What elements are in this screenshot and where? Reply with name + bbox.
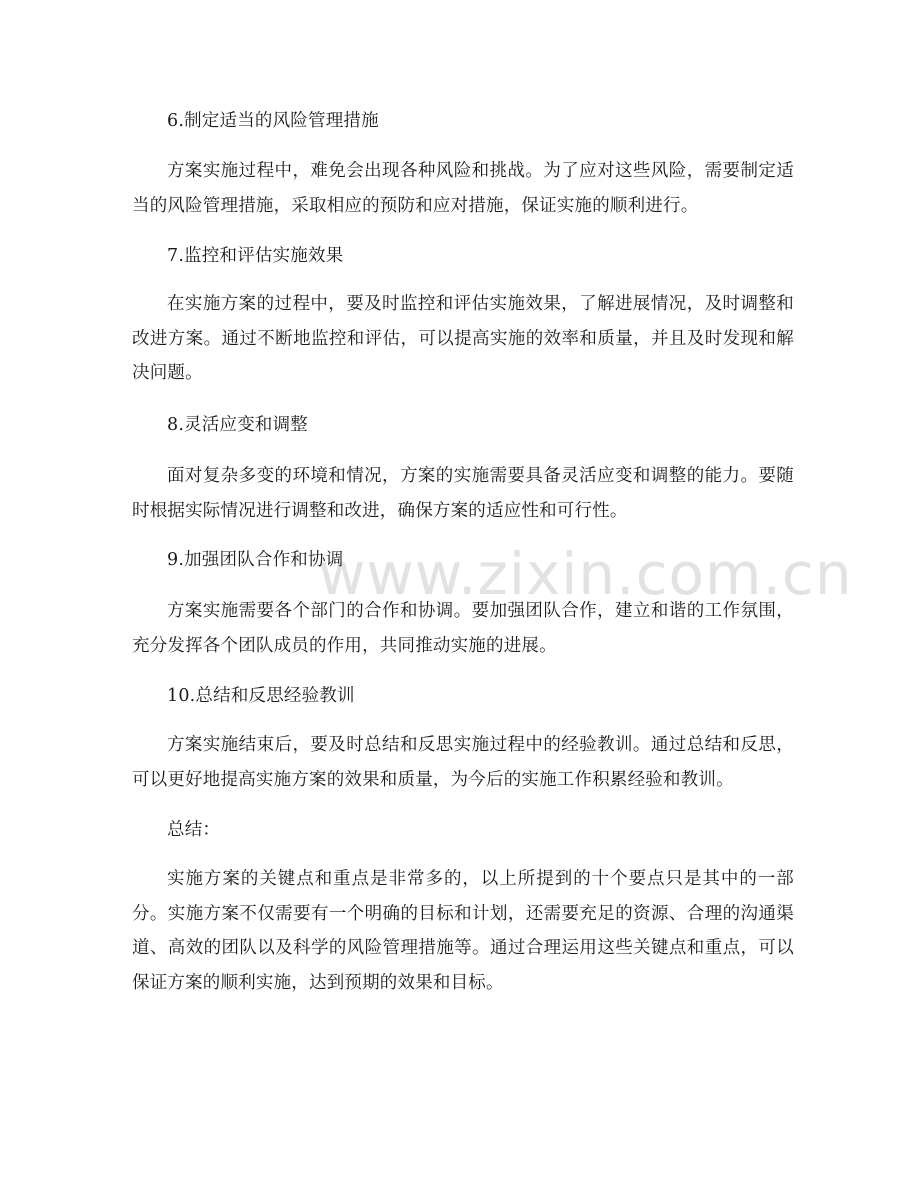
section-8-paragraph: 面对复杂多变的环境和情况，方案的实施需要具备灵活应变和调整的能力。要随时根据实际情况进行调整和改进，确保方案的适应性和可行性。 (132, 466, 794, 521)
section-10-paragraph: 方案实施结束后，要及时总结和反思实施过程中的经验教训。通过总结和反思，可以更好地提高实施方案的效果和质量，为今后的实施工作积累经验和教训。 (132, 735, 794, 790)
summary-heading: 总结： (167, 820, 221, 840)
summary-paragraph: 实施方案的关键点和重点是非常多的，以上所提到的十个要点只是其中的一部分。实施方案不仅需要有一个明确的目标和计划，还需要充足的资源、合理的沟通渠道、高效的团队以及科学的风险管理措施等。通过合理运用这些关键点和重点，可以保证方案的顺利实施，达到预期的效果和目标。 (132, 869, 794, 993)
section-10-heading: 10.总结和反思经验教训 (167, 686, 355, 706)
section-7-heading: 7.监控和评估实施效果 (167, 246, 344, 266)
section-6-paragraph: 方案实施过程中，难免会出现各种风险和挑战。为了应对这些风险，需要制定适当的风险管理措施，采取相应的预防和应对措施，保证实施的顺利进行。 (132, 161, 794, 216)
section-7-paragraph: 在实施方案的过程中，要及时监控和评估实施效果，了解进展情况，及时调整和改进方案。通过不断地监控和评估，可以提高实施的效率和质量，并且及时发现和解决问题。 (132, 294, 794, 383)
section-9-paragraph: 方案实施需要各个部门的合作和协调。要加强团队合作，建立和谐的工作氛围，充分发挥各个团队成员的作用，共同推动实施的进展。 (132, 601, 794, 656)
section-8-heading: 8.灵活应变和调整 (167, 415, 308, 435)
section-9-heading: 9.加强团队合作和协调 (167, 550, 344, 570)
watermark-text: www.zixin.com.cn (318, 540, 853, 608)
section-6-heading: 6.制定适当的风险管理措施 (167, 111, 379, 131)
